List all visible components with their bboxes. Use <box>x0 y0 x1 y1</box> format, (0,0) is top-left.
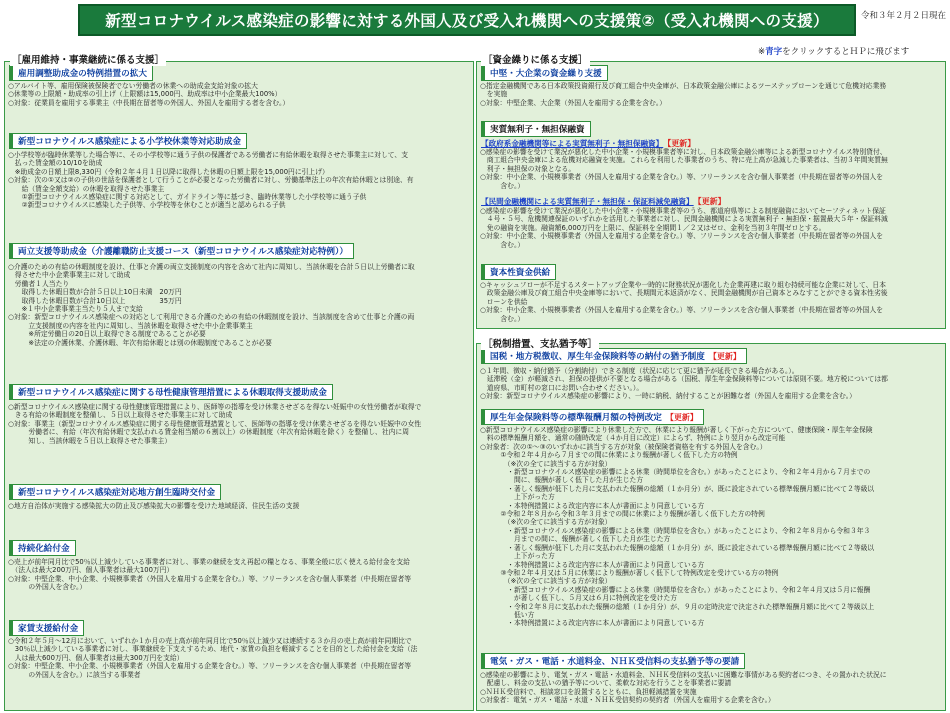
link-capital-supply[interactable]: 資本性資金供給 <box>481 264 556 280</box>
private-loan-link-row <box>481 196 726 207</box>
link-rent-support-benefit[interactable]: 家賃支援給付金 <box>9 620 84 636</box>
category-financing-support: ［資金繰りに係る支援］ <box>481 52 590 66</box>
school-closure-subsidy-body: ○小学校等が臨時休業等した場合等に、その小学校等に通う子供の保護者である労働者に有給休暇を取得させた事業主に対して、支 払った賃金額の10/10を助成 ※助成金の日額上限8,330円（令和２年４月１日以降に取得した休暇の日額上限を15,000円に引上げ） ○対象：次の①又は②の子供の世話を保護者として行うことが必要となった労働者に対し、労働基準法上の年次有給休暇とは別途、有 給（賃金全額支給）の休暇を取得させた事業主 ①新型コロナウイルス感染症に関する対応として、ガイドライン等に基づき、臨時休業等した小学校等に通う子供 ②新型コロナウイルスに感染した子供等、小学校等を休むことが適当と認められる子供 <box>8 151 414 210</box>
link-care-leave-subsidy[interactable]: 両立支援等助成金（介護離職防止支援コース（新型コロナウイルス感染症対応特例）） <box>9 243 354 259</box>
as-of-date: 令和３年２月２日現在 <box>860 11 946 21</box>
private-loan-body: ○感染症の影響を受けて業況が悪化した中小企業・小規模事業者等のうち、都道府県等による制度融資においてセーフティネット保証 ４号・５号、危機関連保証のいずれかを活用した事業者に対し、民間金融機関による実質無利子・無担保・据置最大５年・保証料減 免の融資を実施。融資額6,000万円を上限に、保証料を全期間１／２又はゼロ、金利を当初３年間ゼロとする。 ○対象：中小企業、小規模事業者（外国人を雇用する企業を含む。）等、フリーランスを含む個人事業者（中長期在留者等の外国人を 含む。） <box>480 207 888 249</box>
tax-deferral-body: ○１年間、徴収・納付猶予（分割納付）できる制度（状況に応じて更に猶予が延長できる場合がある。）。 延滞税（金）が軽減され、担保の提供が不要となる場合がある（国税、厚生年金保険料等については原則不要。地方税については都 道府県、市町村の窓口にお問い合わせください。）。 ○対象：新型コロナウイルス感染症の影響により、一時に納税、納付することが困難な者（外国人を雇用する企業を含む。） <box>480 367 888 401</box>
gov-loan-body: ○感染症の影響を受けて業況が悪化した中小企業・小規模事業者等に対し、日本政策金融公庫等による新型コロナウイルス特別貸付、 商工組合中央金庫による危機対応融資を実施。これらを利用した事業者のうち、特に売上高が急減した事業者は、当初３年間実質無 利子・無担保の対象となる。 ○対象：中小企業、小規模事業者（外国人を雇用する企業を含む。）等、フリーランスを含む個人事業者（中長期在留者等の外国人を 含む。） <box>480 148 888 190</box>
link-school-closure-subsidy[interactable]: 新型コロナウイルス感染症による小学校休業等対応助成金 <box>9 133 247 149</box>
capital-supply-body: ○キャッシュフローが不足するスタートアップ企業や一時的に財務状況が悪化した企業再建に取り組む持続可能な企業に対して、日本 政策金融公庫及び商工組合中央金庫等において、長期間元本返済がなく、民間金融機関が自己資本とみなすことができる資本性劣後 ローンを供給 ○対象：中小企業、小規模事業者（外国人を雇用する企業を含む。）等、フリーランスを含む個人事業者（中長期在留者等の外国人を 含む。） <box>480 281 888 323</box>
link-maternal-health-subsidy[interactable]: 新型コロナウイルス感染症に関する母性健康管理措置による休暇取得支援助成金 <box>9 384 333 400</box>
update-badge: 【更新】 <box>665 413 698 422</box>
update-badge: 【更新】 <box>697 197 726 206</box>
regional-grant-body: ○地方自治体が実施する感染拡大の防止及び感染拡大の影響を受けた地域経済、住民生活の支援 <box>8 502 300 510</box>
heading-interest-free-loans: 実質無利子・無担保融資 <box>481 121 591 137</box>
category-employment-support: ［雇用維持・事業継続に係る支援］ <box>10 52 166 66</box>
link-standard-remuneration-revision[interactable]: 厚生年金保険料等の標準報酬月額の特例改定 【更新】 <box>481 409 704 425</box>
update-badge: 【更新】 <box>667 139 696 148</box>
page-title: 新型コロナウイルス感染症の影響に対する外国人及び受入れ機関への支援策②（受入れ機関への支援） <box>78 4 856 36</box>
utility-payment-deferral-body: ○感染症の影響により、電気・ガス・電話・水道料金、ＮＨＫ受信料の支払いに困難な事情がある契約者につき、その置かれた状況に 配慮し、料金の支払いの猶予等について、柔軟な対応を行うことを事業者に要請 ○ＮＨＫ受信料で、相談窓口を設置するとともに、負担軽減措置を実施 ○対象者：電気・ガス・電話・水道・ＮＨＫ受信契約の契約者（外国人を雇用する企業を含む。） <box>480 671 887 705</box>
standard-remuneration-revision-body: ○新型コロナウイルス感染症の影響により休業した方で、休業により報酬が著しく下がった方について、健康保険・厚生年金保険 料の標準報酬月額を、通常の随時改定（４か月目に改定）によらず、特例により翌月から改定可能 ○対象者：次の①～③のいずれかに該当する方が対象（被保険者資格を有する外国人を含む。） ①令和２年４月から７月までの間に休業により報酬が著しく低下した方の特例 （※次の全てに該当する方が対象） ・新型コロナウイルス感染症の影響による休業（時間単位を含む。）があったことにより、令和２年４月から７月までの 間に、報酬が著しく低下した月が生じた方 ・著しく報酬が低下した月に支払われた報酬の総額（１か月分）が、既に設定されている標準報酬月額に比べて２等級以 上下がった方 ・本特例措置による改定内容に本人が書面により同意している方 ②令和２年８月から令和３年３月までの間に休業により報酬が著しく低下した方の特例 （※次の全てに該当する方が対象） ・新型コロナウイルス感染症の影響による休業（時間単位を含む。）があったことにより、令和２年８月から令和３年３ 月までの間に、報酬が著しく低下した月が生じた方 ・著しく報酬が低下した月に支払われた報酬の総額（１か月分）が、既に設定されている標準報酬月額に比べて２等級以 上下がった方 ・本特例措置による改定内容に本人が書面により同意している方 ③令和２年４月又は５月に休業により報酬が著しく低下して特例改定を受けている方の特例 （※次の全てに該当する方が対象） ・新型コロナウイルス感染症の影響による休業（時間単位を含む。）があったことにより、令和２年４月又は５月に報酬 が著しく低下し、５月又は６月に特例改定を受けた方 ・令和２年８月に支払われた報酬の総額（１か月分）が、９月の定時決定で決定された標準報酬月額に比べて２等級以上 低い方 ・本特例措置による改定内容に本人が書面により同意している方 <box>480 426 875 628</box>
link-utility-payment-deferral[interactable]: 電気・ガス・電話・水道料金、ＮＨＫ受信料の支払猶予等の要請 <box>481 653 745 669</box>
maternal-health-subsidy-body: ○新型コロナウイルス感染症に関する母性健康管理措置により、医師等の指導を受け休業させざるを得ない妊娠中の女性労働者が取得で きる有給の休暇制度を整備し、５日以上取得させた事業主に対して助成 ○対象：事業主（新型コロナウイルス感染症に関する母性健康管理措置として、医師等の指導を受け休業させざるを得ない妊娠中の女性 労働者に、有給（年次有給休暇で支払われる賃金相当額の６割以上）の休暇制度（年次有給休暇を除く）を整備し、社内に周 知し、当該休暇を５日以上取得させた事業主） <box>8 403 422 445</box>
gov-loan-link-row <box>481 138 695 149</box>
link-employment-adjustment-subsidy[interactable]: 雇用調整助成金の特例措置の拡大 <box>9 65 153 81</box>
link-regional-grant[interactable]: 新型コロナウイルス感染症対応地方創生臨時交付金 <box>9 484 221 500</box>
link-tax-deferral[interactable]: 国税・地方税徴収、厚生年金保険料等の納付の猶予制度 【更新】 <box>481 348 747 364</box>
large-enterprise-financing-body: ○指定金融機関である日本政策投資銀行及び商工組合中央金庫が、日本政策金融公庫によるツーステップローンを通じて危機対応業務 を実施 ○対象：中堅企業、大企業（外国人を雇用する企業を含む。） <box>480 82 887 107</box>
link-sustainability-benefit[interactable]: 持続化給付金 <box>9 540 76 556</box>
category-tax-measures: ［税制措置、支払猶予等］ <box>481 336 599 350</box>
link-private-interest-free-loan[interactable]: 【民間金融機関による実質無利子・無担保・保証料減免融資】 <box>481 197 694 206</box>
link-gov-interest-free-loan[interactable]: 【政府系金融機関等による実質無利子・無担保融資】 <box>481 139 664 148</box>
click-note: ※青字をクリックするとＨＰに飛びます <box>758 47 910 57</box>
link-large-enterprise-financing[interactable]: 中堅・大企業の資金繰り支援 <box>481 65 608 81</box>
employment-adjustment-subsidy-body: ○アルバイト等、雇用保険被保険者でない労働者の休業への助成金支給対象の拡大 ○休業等の上限額・助成率の引上げ（上限額は15,000円、助成率は中小企業最大100%） ○対象：従業員を雇用する事業主（中長期在留者等の外国人、外国人を雇用する者を含む。） <box>8 82 290 107</box>
care-leave-subsidy-body: ○介護のための有給の休暇制度を設け、仕事と介護の両立支援制度の内容を含めて社内に周知し、当該休暇を合計５日以上労働者に取 得させた中小企業事業主に対して助成 労働者１人当たり 取得した休暇日数が合計５日以上10日未満 20万円 取得した休暇日数が合計10日以上 35万円 ※１中小企業事業主当たり５人まで支給 ○対象：新型コロナウイルス感染症への対応として利用できる介護のための有給の休暇制度を設け、当該制度を含めて仕事と介護の両 立支援制度の内容を社内に周知し、当該休暇を取得させた中小企業事業主 ※所定労働日の20日以上取得できる制度であることが必要 ※法定の介護休業、介護休暇、年次有給休暇とは別の休暇制度であることが必要 <box>8 263 415 347</box>
rent-support-benefit-body: ○令和２年５月～12月において、いずれか１か月の売上高が前年同月比で50％以上減少又は連続する３か月の売上高が前年同期比で 30％以上減少している事業者に対し、事業継続を下支えするため、地代・家賃の負担を軽減することを目的とした給付金を支給（法 人は最大600万円、個人事業者は最大300万円を支給） ○対象：中堅企業、中小企業、小規模事業者（外国人を雇用する企業を含む。）等、フリーランスを含む個人事業者（中長期在留者等 の外国人を含む。）に該当する事業者 <box>8 637 418 679</box>
sustainability-benefit-body: ○売上が前年同月比で50％以上減少している事業者に対し、事業の継続を支え再起の糧となる、事業全般に広く使える給付金を支給 （法人は最大200万円、個人事業者は最大100万円） ○対象：中堅企業、中小企業、小規模事業者（外国人を雇用する企業を含む。）等、フリーランスを含む個人事業者（中長期在留者等 の外国人を含む。） <box>8 558 412 592</box>
update-badge: 【更新】 <box>708 352 741 361</box>
